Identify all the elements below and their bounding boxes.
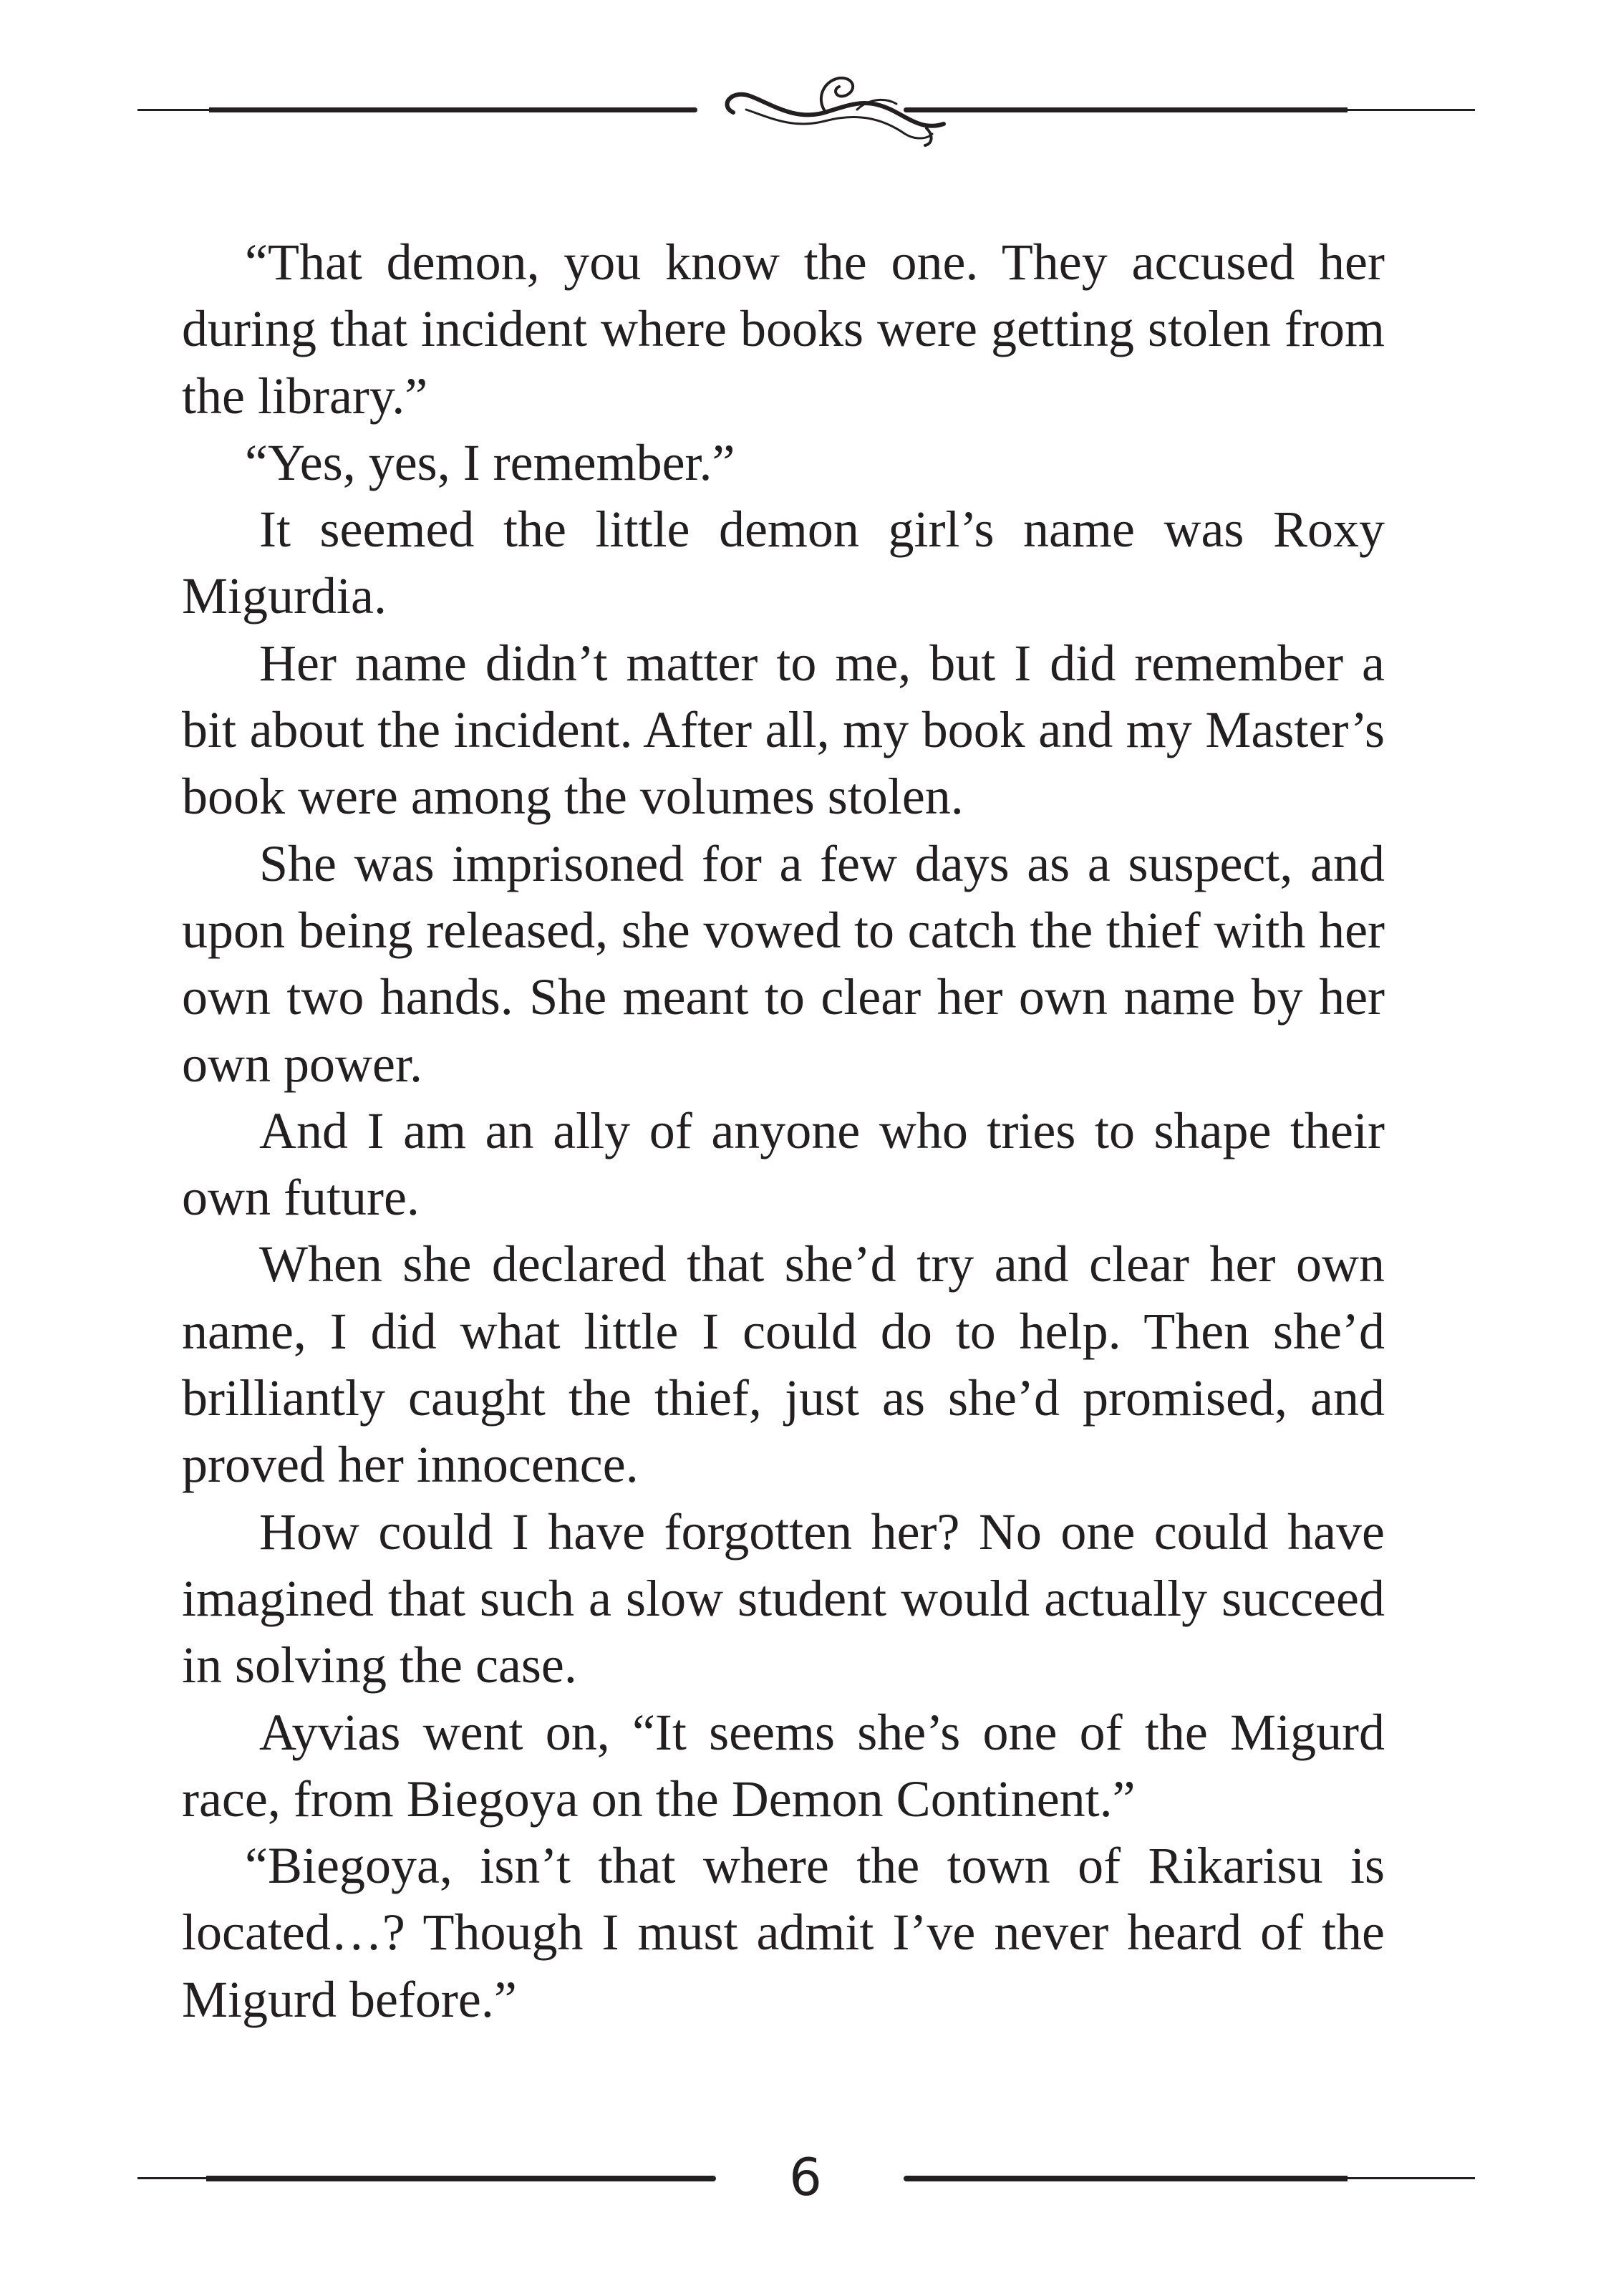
paragraph: She was imprisoned for a few days as a suspect, and upon being released, she vowed to catch the thief with her own two hands. She meant to clear her own name by her own power.: [182, 834, 1385, 1093]
paragraph: “That demon, you know the one. They accused her during that incident where books were getting stolen from the library.”: [182, 233, 1385, 425]
paragraph: When she declared that she’d try and clear her own name, I did what little I could do to help. Then she’d brilliantly caught the thief, just as she’d promised, and proved her innocence.: [182, 1235, 1385, 1494]
paragraph: It seemed the little demon girl’s name was Roxy Migurdia.: [182, 501, 1385, 625]
header-rule-right-thin: [1348, 109, 1475, 111]
paragraph: And I am an ally of anyone who tries to shape their own future.: [182, 1101, 1385, 1227]
paragraph: How could I have forgotten her? No one could have imagined that such a slow student would actually succeed in solving the case.: [182, 1502, 1385, 1694]
paragraph: Her name didn’t matter to me, but I did remember a bit about the incident. After all, my book and my Master’s book were among the volumes stolen.: [182, 634, 1385, 826]
page-number: 6: [789, 2147, 822, 2207]
header-rule-left-thick: [209, 107, 697, 112]
header-rule-right-thick: [904, 107, 1348, 112]
footer-rule-right-thick: [904, 2176, 1348, 2181]
footer-rule-left-thin: [137, 2177, 206, 2179]
footer-rule-left-thick: [206, 2176, 716, 2181]
footer-rule-right-thin: [1348, 2177, 1475, 2179]
paragraph: “Yes, yes, I remember.”: [245, 433, 735, 491]
paragraph: Ayvias went on, “It seems she’s one of the Migurd race, from Biegoya on the Demon Continent.”: [182, 1703, 1385, 1828]
flourish-icon: [717, 68, 947, 147]
header-rule-left-thin: [137, 109, 209, 111]
paragraph: “Biegoya, isn’t that where the town of Rikarisu is located…? Though I must admit I’ve never heard of the Migurd before.”: [182, 1837, 1385, 2028]
body-text: [182, 229, 1385, 2033]
